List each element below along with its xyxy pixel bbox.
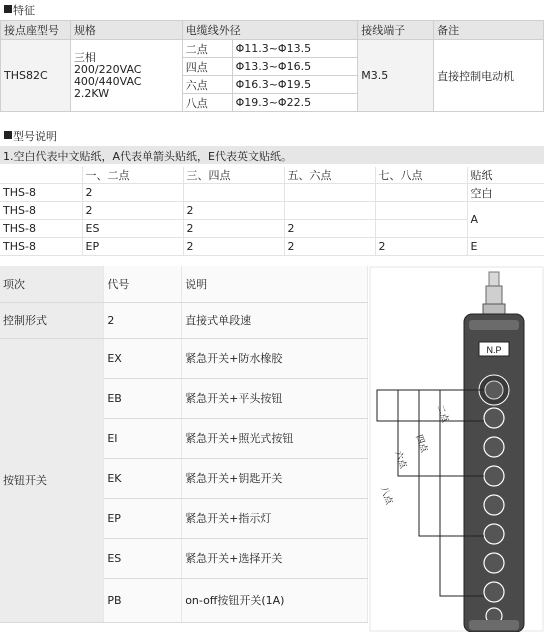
table-cell: 2 <box>183 202 284 220</box>
spec-line: 2.2KW <box>73 86 110 100</box>
codes-table <box>0 266 368 623</box>
header-cell: 贴纸 <box>467 167 544 184</box>
table-cell: EP <box>82 238 183 256</box>
table-row <box>0 302 368 338</box>
table-cell: THS-8 <box>0 202 82 220</box>
points-cell: 八点 <box>182 94 232 112</box>
table-cell: PB <box>104 578 182 622</box>
header-cell: 接点座型号 <box>1 21 71 40</box>
table-cell: 紧急开关+选择开关 <box>182 538 368 578</box>
model-note-bar <box>0 146 544 164</box>
diameter-cell: Φ16.3~Φ19.5 <box>232 76 358 94</box>
header-cell: 规格 <box>70 21 182 40</box>
table-row <box>0 184 544 202</box>
table-cell: 直接式单段速 <box>182 302 368 338</box>
table-cell: 2 <box>82 184 183 202</box>
section-title: 特征 <box>13 4 35 17</box>
table-cell: 2 <box>183 220 284 238</box>
section-header-features <box>0 0 544 18</box>
points-cell: 六点 <box>182 76 232 94</box>
table-cell: 紧急开关+照光式按钮 <box>182 418 368 458</box>
header-cell: 项次 <box>0 266 104 302</box>
table-cell: 2 <box>284 238 375 256</box>
spec-line: 200/220VAC <box>73 62 142 76</box>
remark-cell: 直接控制电动机 <box>434 40 544 112</box>
table-cell: EI <box>104 418 182 458</box>
spec-cell <box>70 40 182 112</box>
model-note-text: 1.空白代表中文贴纸，A代表单箭头贴纸，E代表英文贴纸。 <box>3 150 292 163</box>
spec-line: 三相 <box>73 50 96 64</box>
table-cell: 紧急开关+指示灯 <box>182 498 368 538</box>
diameter-cell: Φ19.3~Φ22.5 <box>232 94 358 112</box>
table-cell: 空白 <box>467 184 544 202</box>
table-cell: EB <box>104 378 182 418</box>
table-row <box>0 220 544 238</box>
header-cell: 七、八点 <box>375 167 467 184</box>
header-cell: 备注 <box>434 21 544 40</box>
header-cell: 五、六点 <box>284 167 375 184</box>
table-cell: 紧急开关+平头按钮 <box>182 378 368 418</box>
table-cell: 2 <box>82 202 183 220</box>
diameter-cell: Φ13.3~Φ16.5 <box>232 58 358 76</box>
terminal-cell: M3.5 <box>358 40 434 112</box>
table-cell <box>284 202 375 220</box>
table-cell: 2 <box>284 220 375 238</box>
table-cell: A <box>467 202 544 238</box>
table-cell: THS-8 <box>0 220 82 238</box>
table-cell: on-off按钮开关(1A) <box>182 578 368 622</box>
model-table <box>0 167 544 256</box>
bracket-label: 四点 <box>414 433 430 454</box>
spec-line: 400/440VAC <box>73 74 142 88</box>
features-table <box>0 20 544 112</box>
table-cell: 按钮开关 <box>0 338 104 622</box>
table-cell: ES <box>104 538 182 578</box>
table-row <box>0 338 368 378</box>
header-cell: 说明 <box>182 266 368 302</box>
header-cell: 一、二点 <box>82 167 183 184</box>
bullet-square-icon <box>4 5 12 13</box>
table-cell: 2 <box>104 302 182 338</box>
table-header-row <box>0 167 544 184</box>
table-cell: 2 <box>375 238 467 256</box>
table-cell: THS-8 <box>0 238 82 256</box>
table-cell <box>375 220 467 238</box>
table-cell: ES <box>82 220 183 238</box>
header-cell: 电缆线外径 <box>182 21 358 40</box>
bracket-label: 二点 <box>435 403 451 424</box>
table-cell: 2 <box>183 238 284 256</box>
table-header-row <box>0 266 368 302</box>
bracket-label: 八点 <box>379 485 395 506</box>
pendant-diagram <box>369 266 544 632</box>
table-header-row <box>1 21 544 40</box>
model-cell: THS82C <box>1 40 71 112</box>
header-cell <box>0 167 82 184</box>
table-cell: EX <box>104 338 182 378</box>
table-cell: EP <box>104 498 182 538</box>
header-cell: 接线端子 <box>358 21 434 40</box>
table-cell <box>375 184 467 202</box>
header-cell: 三、四点 <box>183 167 284 184</box>
nameplate-label: N.P <box>486 345 502 355</box>
table-cell <box>183 184 284 202</box>
points-cell: 四点 <box>182 58 232 76</box>
diameter-cell: Φ11.3~Φ13.5 <box>232 40 358 58</box>
bullet-square-icon <box>4 131 12 139</box>
table-cell: EK <box>104 458 182 498</box>
table-row <box>0 202 544 220</box>
section-title: 型号说明 <box>13 130 57 143</box>
header-cell: 代号 <box>104 266 182 302</box>
table-cell <box>375 202 467 220</box>
table-cell: 紧急开关+钥匙开关 <box>182 458 368 498</box>
table-cell: THS-8 <box>0 184 82 202</box>
table-cell: 控制形式 <box>0 302 104 338</box>
table-cell: E <box>467 238 544 256</box>
table-row <box>1 40 544 58</box>
points-cell: 二点 <box>182 40 232 58</box>
section-header-model <box>0 126 544 144</box>
table-row <box>0 238 544 256</box>
bracket-label: 六点 <box>393 449 409 470</box>
table-cell <box>284 184 375 202</box>
table-cell: 紧急开关+防水橡胶 <box>182 338 368 378</box>
